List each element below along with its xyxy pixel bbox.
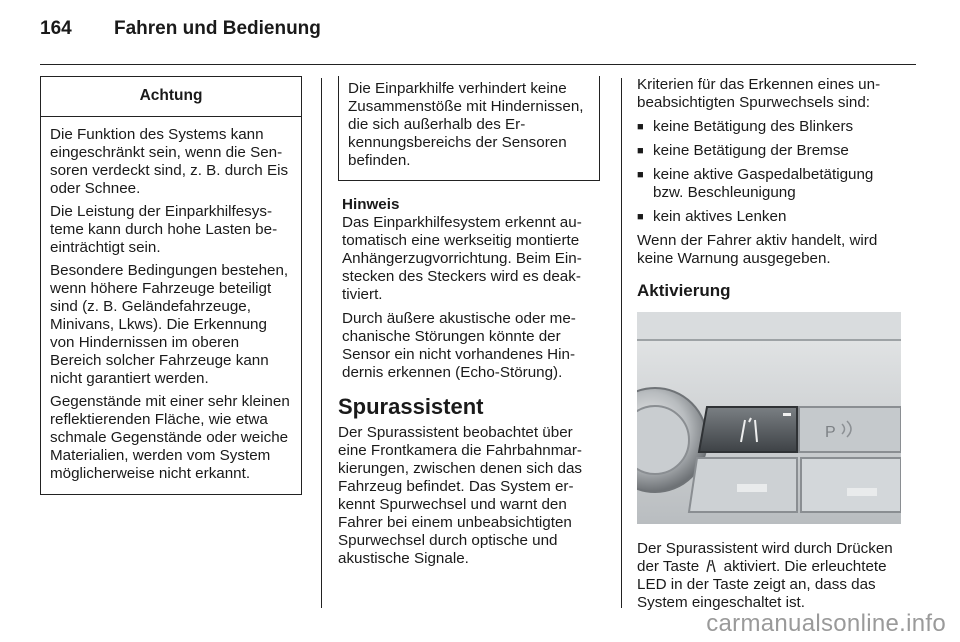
column-divider-1	[321, 78, 322, 608]
note-paragraph: Das Einparkhilfesystem erkennt automatisch eine werkseitig montierte Anhängerzugvorrichtung. Beim Einstecken des Steckers wird es deaktiviert.	[342, 214, 582, 303]
warning-paragraph: Gegenstände mit einer sehr kleinen reflektierenden Fläche, wie etwa schmale Gegenstände oder weiche Materialien, werden vom System möglicherweise nicht erkannt.	[50, 393, 290, 482]
note-block	[338, 196, 600, 382]
warning-box-continued	[338, 76, 600, 181]
list-item: ■ keine Betätigung der Bremse	[637, 142, 903, 160]
note-paragraph: Durch äußere akustische oder mechanische Störungen könnte der Sensor ein nicht vorhandenes Hindernis erkennen (Echo-Störung).	[342, 310, 576, 381]
middle-column	[338, 76, 600, 568]
activation-text-start: Der Spurassistent wird durch Drücken der Taste	[637, 540, 893, 575]
warning-body	[41, 117, 301, 494]
no-warning-text: Wenn der Fahrer aktiv handelt, wird keine Warnung ausgegeben.	[637, 232, 878, 267]
lane-assist-icon	[705, 559, 717, 573]
activation-text	[637, 540, 903, 612]
criteria-list	[637, 118, 903, 226]
warning-continued-text: Die Einparkhilfe verhindert keine Zusammenstöße mit Hindernissen, die sich außerhalb des Erkennungsbereichs der Sensoren befinden.	[348, 80, 584, 169]
column-divider-2	[621, 78, 622, 608]
list-item: ■ keine Betätigung des Blinkers	[637, 118, 903, 136]
section-text: Der Spurassistent beobachtet über eine Frontkamera die Fahrbahnmarkierungen, zwischen denen sich das Fahrzeug befindet. Das System erkennt Spurwechsel und warnt den Fahrer bei einem unbeabsichtigten Spurwechsel durch optische und akustische Signale.	[338, 424, 582, 567]
page-number: 164	[40, 18, 72, 39]
criteria-intro: Kriterien für das Erkennen eines unbeabsichtigten Spurwechsels sind:	[637, 76, 881, 111]
watermark: carmanualsonline.info	[706, 610, 946, 637]
warning-paragraph: Die Leistung der Einparkhilfesysteme kann durch hohe Lasten beeinträchtigt sein.	[50, 203, 278, 256]
right-column	[637, 76, 903, 612]
warning-title: Achtung	[41, 77, 301, 117]
dashboard-button-photo	[637, 312, 901, 524]
left-column	[40, 76, 302, 495]
header-rule	[40, 64, 916, 65]
section-title: Spurassistent	[338, 394, 484, 419]
list-item: ■ keine aktive Gaspedalbetätigung bzw. Beschleunigung	[637, 166, 903, 202]
list-item: ■ kein aktives Lenken	[637, 208, 903, 226]
warning-paragraph: Besondere Bedingungen bestehen, wenn höhere Fahrzeuge beteiligt sind (z. B. Geländefahrzeuge, Minivans, Lkws). Die Erkennung von Hindernissen im oberen Bereich solcher Fahrzeuge kann nicht garantiert werden.	[50, 262, 289, 387]
warning-paragraph: Die Funktion des Systems kann eingeschränkt sein, wenn die Sensoren verdeckt sind, z. B. durch Eis oder Schnee.	[50, 126, 289, 197]
page-header	[40, 18, 321, 40]
chapter-title: Fahren und Bedienung	[114, 18, 321, 39]
activation-text-end: aktiviert. Die erleuchtete LED in der Taste zeigt an, dass das System eingeschaltet ist.	[637, 558, 887, 611]
note-label: Hinweis	[342, 196, 400, 213]
warning-box	[40, 76, 302, 495]
subsection-title: Aktivierung	[637, 281, 731, 300]
photo-p-label: P	[825, 424, 836, 441]
